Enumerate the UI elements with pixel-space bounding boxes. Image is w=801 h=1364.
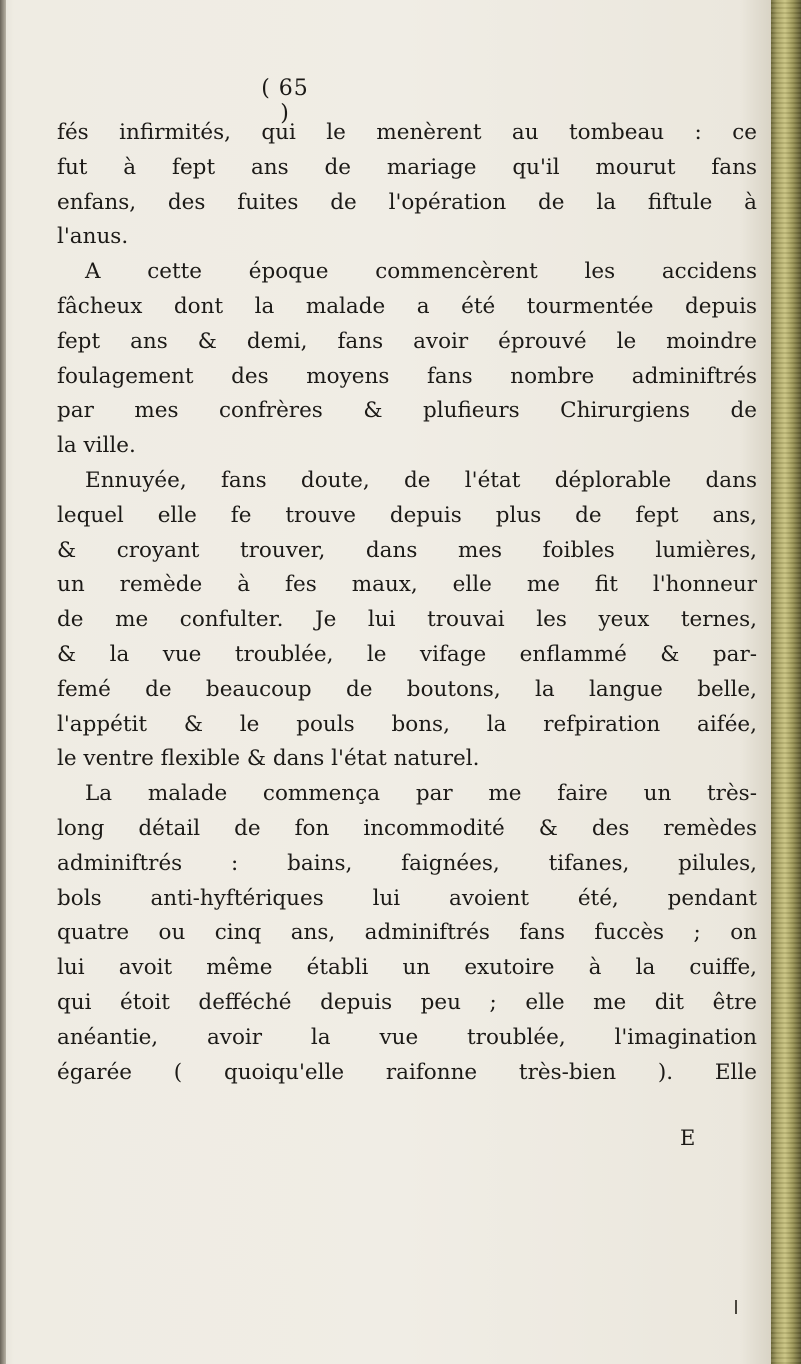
text-line: égarée ( quoiqu'elle raifonne très-bien ). Elle [57,1059,757,1085]
text-line: la ville. [57,433,136,459]
catchword: E [680,1126,696,1150]
text-line: fut à fept ans de mariage qu'il mourut fans [57,154,757,180]
text-line: lequel elle fe trouve depuis plus de fept ans, [57,502,757,528]
text-line: enfans, des fuites de l'opération de la fiftule à [57,189,757,215]
text-line: anéantie, avoir la vue troublée, l'imagination [57,1024,757,1050]
text-line: fâcheux dont la malade a été tourmentée depuis [57,293,757,319]
text-line: l'anus. [57,224,129,250]
text-line: un remède à fes maux, elle me fit l'honneur [57,572,757,598]
text-line: Ennuyée, fans doute, de l'état déplorable dans [85,467,757,493]
text-line: le ventre flexible & dans l'état naturel. [57,746,480,772]
text-line: quatre ou cinq ans, adminiftrés fans fuccès ; on [57,920,757,946]
text-line: bols anti-hyftériques lui avoient été, pendant [57,885,757,911]
text-line: qui étoit defféché depuis peu ; elle me dit être [57,989,757,1015]
text-line: de me confulter. Je lui trouvai les yeux ternes, [57,607,757,633]
text-line: fés infirmités, qui le menèrent au tombeau : ce [57,120,757,145]
text-line: adminiftrés : bains, faignées, tifanes, pilules, [57,850,757,876]
text-line: & la vue troublée, le vifage enflammé & par- [57,641,757,667]
body-text [57,116,757,1090]
text-line: par mes confrères & plufieurs Chirurgiens de [57,398,757,424]
text-line: La malade commença par me faire un très- [85,781,757,807]
text-line: fept ans & demi, fans avoir éprouvé le moindre [57,328,757,354]
text-line: & croyant trouver, dans mes foibles lumières, [57,537,757,563]
text-line: l'appétit & le pouls bons, la refpiration aifée, [57,711,757,737]
text-line: femé de beaucoup de boutons, la langue belle, [57,676,757,702]
text-line: lui avoit même établi un exutoire à la cuiffe, [57,955,757,981]
text-line: foulagement des moyens fans nombre adminiftrés [57,363,757,389]
ink-mark [735,1300,737,1314]
text-line: A cette époque commencèrent les accidens [85,259,757,285]
book-binding-edge [771,0,801,1364]
text-line: long détail de fon incommodité & des remèdes [57,815,757,841]
page-gutter-shadow [0,0,6,1364]
page-number: ( 65 ) [261,76,309,126]
